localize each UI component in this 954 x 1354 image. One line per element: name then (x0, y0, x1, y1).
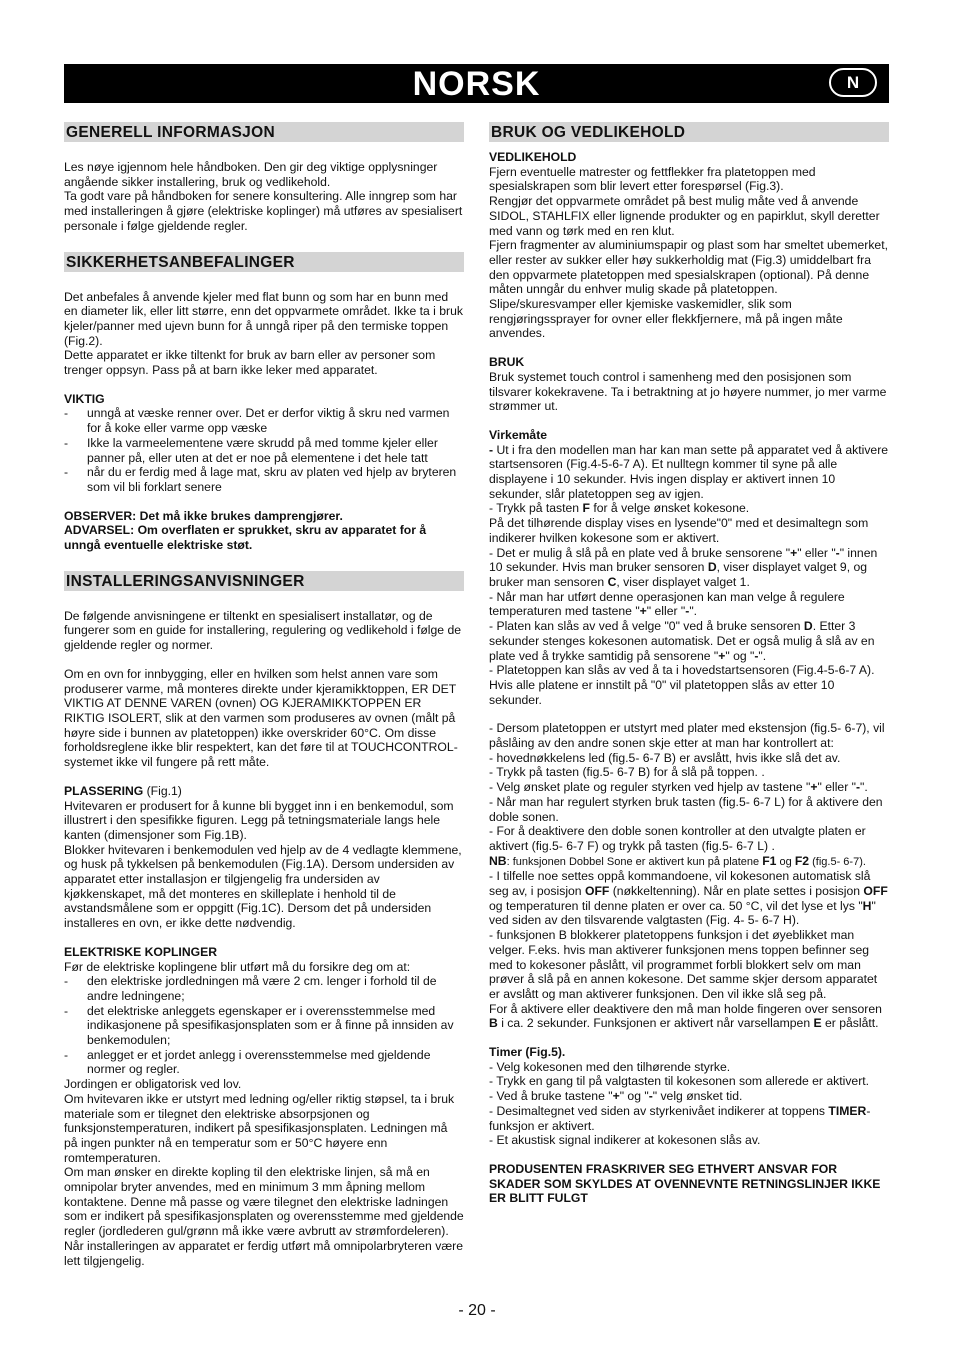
paragraph: - Ved å bruke tastene "+" og "-" velg ønsket tid. (489, 1089, 743, 1104)
paragraph: - Ut i fra den modellen man har kan man sette på apparatet ved å aktivere startsensoren (Fig.4-5-6-7 A). Et nulltegn kommer til syne på alle displayene i 10 sekunder. Hvis ingen display er aktivert innen 10 sekunder, slår platetoppen seg av igjen. (489, 442, 889, 501)
page-title: NORSK (412, 65, 541, 103)
paragraph: Ta godt vare på håndboken for senere konsultering. Alle inngrep som har med installeringen å gjøre (elektriske koplinger) må utføres av spesialisert personale i følge gjeldende regler. (64, 189, 463, 233)
paragraph: - Trykk på tasten F for å velge ønsket kokesone. (489, 501, 750, 516)
paragraph: Slipe/skuresvamper eller kjemiske vaskemidler, slik som rengjøringssprayer for ovner eller flekkfjernere, må på ingen måte anvendes. (489, 297, 843, 341)
list-item: - når du er ferdig med å lage mat, skru av platen ved hjelp av bryteren som vil bli forklart senere (64, 465, 464, 494)
paragraph: - Desimaltegnet ved siden av styrkenivået indikerer at toppens TIMER-funksjon er aktivert. (489, 1103, 871, 1133)
paragraph: Om en ovn for innbygging, eller en hvilken som helst annen vare som produserer varme, må monteres direkte under kjeramikktoppen, ER DET VIKTIG AT DENNE VAREN (ovnen) OG KJERAMIKKTOPPEN ER RIKTIG ISOLERT, slik at den varmen som produseres av ovnen (målt på høyre side i bunnen av platetoppen) ikke overskrider 60°C. Om disse forholdsreglene ikke blir respektert, kan det føre til at TOUCHCONTROL-systemet ikke vil fungere på rett måte. (64, 666, 458, 770)
subheading-elektriske: ELEKTRISKE KOPLINGER (64, 944, 218, 959)
subheading-timer: Timer (Fig.5). (489, 1045, 566, 1060)
list-item: - det elektriske anleggets egenskaper er i overensstemmelse med indikasjonene på spesifikasjonsplaten som er å finne på innsiden av benkemodulen; (64, 1004, 464, 1048)
paragraph: - Når man har regulert styrken bruk tasten (fig.5- 6-7 L) for å aktivere den doble sonen. (489, 794, 883, 824)
section-heading-installation: INSTALLERINGSANVISNINGER (64, 571, 464, 591)
paragraph: Fjern eventuelle matrester og fettflekker fra platetoppen med spesialskrapen som blir levert etter forespørsel (Fig.3). (489, 164, 816, 194)
section-heading-safety: SIKKERHETSANBEFALINGER (64, 252, 464, 272)
paragraph: Om man ønsker en direkte kopling til den elektriske linjen, så må en omnipolar bryter anvendes, med en minimum 3 mm åpning mellom kontaktene. Denne må passe og være tilegnet den elektriske ladningen som er indikert på spesifikasjonsplaten og overensstemme med gjeldende regler (jordlederen gul/grønn må ikke være avbrutt av strømfordeleren). (64, 1165, 464, 1239)
paragraph: Fjern fragmenter av aluminiumspapir og plast som har smeltet ubemerket, eller rester av sukker eller høy sukkerholdig mat (Fig.3) umiddelbart fra den oppvarmete platetoppen med spesialskrapen (optional). På denne måten unngår du enhver mulig skade på platetoppen. (489, 238, 888, 297)
paragraph: - Dersom platetoppen er utstyrt med plater med ekstensjon (fig.5- 6-7), vil påslåing av den andre sonen skje etter at man har kontrollert at: (489, 721, 885, 751)
right-column (489, 122, 889, 1206)
section-heading-use: BRUK OG VEDLIKEHOLD (489, 122, 889, 142)
paragraph: - Trykk på tasten (fig.5- 6-7 B) for å slå på toppen. . (489, 765, 765, 780)
paragraph: - I tilfelle noe settes oppå kommandoene, vil kokesonen automatisk slå seg av, i posisjon OFF (nøkkeltenning). Når en plate settes i posisjon OFF og temperaturen til denne platen er over ca. 50 °C, vil det lyse et lys "H" ved siden av den tilsvarende valgtasten (Fig. 4- 5- 6-7 H). (489, 869, 888, 928)
page-number: - 20 - (458, 1302, 496, 1319)
subheading-viktig: VIKTIG (64, 391, 105, 406)
paragraph: - Et akustisk signal indikerer at kokesonen slås av. (489, 1133, 761, 1148)
list-item: - anlegget er et jordet anlegg i overensstemmelse med gjeldende normer og regler. (64, 1048, 464, 1077)
section-heading-general: GENERELL INFORMASJON (64, 122, 464, 142)
figure-ref: (Fig.1) (143, 783, 182, 798)
paragraph: - Når man har utført denne operasjonen kan man velge å regulere temperaturen med tastene "+" eller "-". (489, 589, 845, 619)
paragraph: For å aktivere eller deaktivere den må man holde fingeren over sensoren B i ca. 2 sekunder. Funksjonen er aktivert når varsellampen E er påslått. (489, 1001, 882, 1031)
subheading-virkemate: Virkemåte (489, 427, 548, 442)
placement-heading (64, 784, 464, 799)
paragraph: Før de elektriske koplingene blir utført må du forsikre deg om at: (64, 959, 411, 974)
paragraph: - Platen kan slås av ved å velge "0" ved å bruke sensoren D. Etter 3 sekunder stenges kokesonen automatisk. Det er også mulig å slå av en plate ved å trykke samtidig på sensorene "+" og "-". (489, 619, 875, 663)
observer-note: OBSERVER: Det må ikke brukes damprengjører. (64, 508, 343, 523)
paragraph: - Velg ønsket plate og reguler styrken ved hjelp av tastene "+" eller "-". (489, 780, 868, 795)
left-column (64, 122, 464, 1268)
list-item: - Ikke la varmeelementene være skrudd på med tomme kjeler eller panner på, eller uten at det er noe på elementene i det hele tatt (64, 436, 464, 465)
paragraph: - Trykk en gang til på valgtasten til kokesonen som allerede er aktivert. (489, 1074, 870, 1089)
paragraph: - Det er mulig å slå på en plate ved å bruke sensorene "+" eller "-" innen 10 sekunder. Hvis man bruker sensoren D, viser displayet valget 9, og bruker man sensoren C, viser displayet valget 1. (489, 545, 878, 589)
language-banner (64, 64, 889, 103)
paragraph: - For å deaktivere den doble sonen kontroller at den utvalgte platen er aktivert (fig.5- 6-7 F) og trykk på tasten (fig.5- 6-7 L) . (489, 824, 866, 853)
paragraph: Les nøye igjennom hele håndboken. Den gir deg viktige opplysninger angående sikker installering, bruk og vedlikehold. (64, 160, 438, 189)
paragraph: - Velg kokesonen med den tilhørende styrke. (489, 1059, 731, 1074)
disclaimer: PRODUSENTEN FRASKRIVER SEG ETHVERT ANSVAR FOR SKADER SOM SKYLDES AT OVENNEVNTE RETNINGSLINJER IKKE ER BLITT FULGT (489, 1162, 881, 1206)
subheading-bruk: BRUK (489, 355, 525, 370)
warning-note: ADVARSEL: Om overflaten er sprukket, skru av apparatet for å unngå eventuelle elektriske støt. (64, 523, 427, 553)
paragraph: Jordingen er obligatorisk ved lov. (64, 1077, 242, 1092)
subheading-plassering: PLASSERING (64, 783, 144, 798)
paragraph: - funksjonen B blokkerer platetoppens funksjon i det øyeblikket man velger. F.eks. hvis man aktiverer funksjonen mens toppen befinner seg med to kokesoner påslått, vil programmet forbli blokkert selv om man prøver å slå på en annen kokesone. Det samme skjer dersom apparatet er avslått og man aktiverer funksjonen. Den vil ikke slå seg på. (489, 928, 878, 1001)
paragraph: Dette apparatet er ikke tiltenkt for bruk av barn eller av personer som trenger oppsyn. Pass på at barn ikke leker med apparatet. (64, 348, 436, 378)
paragraph: Hvitevaren er produsert for å kunne bli bygget inn i en benkemodul, som illustrert i den spesifikke figuren. Legg på tetningsmateriale langs hele kanten (dimensjoner som Fig.1B). (64, 798, 454, 842)
language-badge: N (829, 68, 877, 97)
paragraph: Blokker hvitevaren i benkemodulen ved hjelp av de 4 vedlagte klemmene, og husk på tykkelsen på benkemodulen (Fig.1A). Dersom undersiden av apparatet etter installasjon er tilgjengelig fra undersiden av kjøkkenskapet, må det monteres en skilleplate i henhold til de avstandsmålene som er oppgitt (Fig.1C). Dersom det på undersiden installeres en ovn, er ikke dette nødvendig. (64, 842, 462, 931)
connection-list (64, 974, 464, 1077)
paragraph: Rengjør det oppvarmete området på best mulig måte ved å anvende SIDOL, STAHLFIX eller lignende produkter og en papirklut, skyll deretter med vann og tørk med en ren klut. (489, 194, 880, 238)
paragraph: På det tilhørende display vises en lysende"0" med et desimaltegn som indikerer hvilken kokesone som er aktivert. (489, 516, 869, 545)
warning-list (64, 406, 464, 494)
paragraph: Når installeringen av apparatet er ferdig utført må omnipolarbryteren være lett tilgjengelig. (64, 1238, 463, 1268)
paragraph: - hovednøkkelens led (fig.5- 6-7 B) er avslått, hvis ikke slå det av. (489, 750, 841, 765)
paragraph: Bruk systemet touch control i samenheng med den posisjonen som tilsvarer kokekravene. Ta i betraktning at jo høyere nummer, jo mer varme strømmer ut. (489, 369, 887, 414)
paragraph: De følgende anvisningene er tiltenkt en spesialisert installatør, og de fungerer som en guide for installering, regulering og vedlikehold i følge de gjeldende regler og normer. (64, 608, 462, 653)
paragraph: Om hvitevaren ikke er utstyrt med ledning og/eller riktig støpsel, ta i bruk materiale som er tilegnet den elektriske absorpsjonen og funksjonstemperaturen, indikert på spesifikasjonsplaten. Ledningen må på ingen punkter nå en temperatur som er 50°C høyere enn romtemperaturen. (64, 1091, 455, 1165)
subheading-vedlikehold: VEDLIKEHOLD (489, 150, 577, 164)
note-nb: NB: funksjonen Dobbel Sone er aktivert kun på platene F1 og F2 (fig.5- 6-7). (489, 853, 866, 868)
paragraph: Det anbefales å anvende kjeler med flat bunn og som har en bunn med en diameter lik, eller litt større, enn det oppvarmete området. Ikke ta i bruk kjeler/panner med ujevn bunn for å unngå riper på den termiske toppen (Fig.2). (64, 289, 463, 348)
list-item: - unngå at væske renner over. Det er derfor viktig å skru ned varmen for å koke eller varme opp væske (64, 406, 464, 435)
list-item: - den elektriske jordledningen må være 2 cm. lenger i forhold til de andre ledningene; (64, 974, 464, 1003)
paragraph: - Platetoppen kan slås av ved å ta i hovedstartsensoren (Fig.4-5-6-7 A). Hvis alle platene er innstilt på "0" vil platetoppen slås av etter 10 sekunder. (489, 663, 875, 707)
